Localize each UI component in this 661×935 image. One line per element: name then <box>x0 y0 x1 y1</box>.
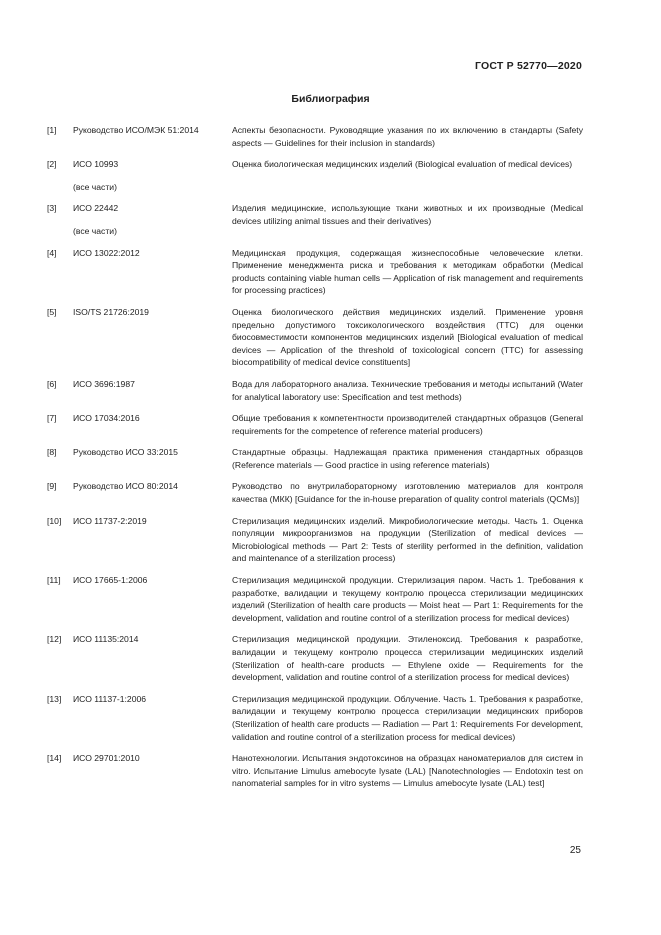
document-name: ИСО 17034:2016 <box>73 413 140 424</box>
entry-description: Общие требования к компетентности производителей стандартных образцов (General requirements for the competence of reference material producers) <box>232 413 583 436</box>
entry-number: [2] <box>47 159 57 170</box>
entry-number: [13] <box>47 693 62 704</box>
bibliography-list <box>47 124 583 799</box>
document-name: ИСО 11737-2:2019 <box>73 515 147 526</box>
document-name: ИСО 10993 <box>73 159 119 170</box>
entry-description: Оценка биологическая медицинских изделий (Biological evaluation of medical devices) <box>232 159 573 170</box>
page-title: Библиография <box>291 93 370 105</box>
entry-number: [10] <box>47 515 62 526</box>
document-name: ИСО 11135:2014 <box>73 634 139 645</box>
entry-document <box>73 247 232 297</box>
bibliography-entry <box>47 306 583 369</box>
entry-document <box>73 480 232 505</box>
entry-number: [12] <box>47 634 62 645</box>
entry-document <box>73 158 232 193</box>
entry-number: [11] <box>47 575 61 586</box>
bibliography-entry <box>47 693 583 743</box>
entry-document <box>73 124 232 149</box>
document-name: ИСО 11137-1:2006 <box>73 693 147 704</box>
bibliography-entry <box>47 202 583 237</box>
bibliography-entry <box>47 378 583 403</box>
entry-number: [7] <box>47 413 57 424</box>
bibliography-entry <box>47 752 583 790</box>
bibliography-entry <box>47 124 583 149</box>
document-name: ИСО 17665-1:2006 <box>73 575 148 586</box>
bibliography-entry <box>47 480 583 505</box>
document-note: (все части) <box>73 225 117 236</box>
entry-document <box>73 202 232 237</box>
entry-document <box>73 633 232 683</box>
document-name: ИСО 13022:2012 <box>73 247 140 258</box>
entry-number: [9] <box>47 481 57 492</box>
document-name: Руководство ИСО 33:2015 <box>73 447 178 458</box>
document-note: (все части) <box>73 181 117 192</box>
entry-description: Нанотехнологии. Испытания эндотоксинов на образцах наноматериалов для систем in vitro. Испытание Limulus amebocyte lysate (LAL) [Nanotechnologies — Endotoxin test on nanomaterial samples for in vitro systems — Limulus amebocyte lysate (LAL) test] <box>232 753 583 789</box>
entry-number: [14] <box>47 753 62 764</box>
entry-description: Стандартные образцы. Надлежащая практика применения стандартных образцов (Reference materials — Good practice in using reference materials) <box>232 447 583 470</box>
entry-document <box>73 574 232 624</box>
entry-description: Стерилизация медицинской продукции. Стерилизация паром. Часть 1. Требования к разработке, валидации и текущему контролю процесса стерилизации медицинских изделий (Sterilization of health care products — Moist heat — Part 1: Requirements for the development, validation and routine control of a sterilization process for medical devices) <box>232 575 583 623</box>
entry-description: Вода для лабораторного анализа. Технические требования и методы испытаний (Water for analytical laboratory use: Specification and test methods) <box>232 378 583 402</box>
bibliography-entry <box>47 158 583 193</box>
bibliography-entry <box>47 446 583 471</box>
entry-document <box>73 378 232 403</box>
entry-document <box>73 515 232 565</box>
entry-description: Оценка биологического действия медицинских изделий. Применение уровня предельно допустимого токсикологического воздействия (TTC) для оценки биосовместимости компонентов медицинских изделий [Biological evaluation of medical devices — Application of the threshold of toxicological concern (TTC) for assessing biocompatibility of medical device constituents] <box>232 306 583 368</box>
entry-number: [1] <box>47 125 57 135</box>
entry-number: [6] <box>47 378 57 389</box>
bibliography-entry <box>47 247 583 297</box>
entry-description: Стерилизация медицинских изделий. Микробиологические методы. Часть 1. Оценка популяции микроорганизмов на продукции (Sterilization of medical devices — Microbiological methods — Part 2: Tests of sterility performed in the definition, validation and maintenance of a sterilization process) <box>232 515 583 564</box>
bibliography-entry <box>47 515 583 565</box>
entry-number: [8] <box>47 447 57 458</box>
document-name: ISO/TS 21726:2019 <box>73 306 149 317</box>
entry-description: Аспекты безопасности. Руководящие указания по их включению в стандарты (Safety aspects — Guidelines for their inclusion in standards) <box>232 125 583 148</box>
document-name: ИСО 29701:2010 <box>73 753 140 764</box>
bibliography-entry <box>47 633 583 683</box>
bibliography-entry <box>47 574 583 624</box>
standard-code: ГОСТ Р 52770—2020 <box>474 60 582 72</box>
bibliography-entry <box>47 412 583 437</box>
entry-description: Руководство по внутрилабораторному изготовлению материалов для контроля качества (МКК) [Guidance for the in-house preparation of quality control materials (QCMs)] <box>232 481 583 505</box>
entry-description: Изделия медицинские, использующие ткани животных и их производные (Medical devices utilizing animal tissues and their derivatives) <box>232 203 583 226</box>
document-name: ИСО 22442 <box>73 203 119 214</box>
document-name: ИСО 3696:1987 <box>73 378 135 389</box>
entry-document <box>73 446 232 471</box>
document-name: Руководство ИСО 80:2014 <box>73 481 178 492</box>
entry-number: [3] <box>47 203 57 214</box>
entry-document <box>73 412 232 437</box>
entry-description: Стерилизация медицинской продукции. Этиленоксид. Требования к разработке, валидации и текущему контролю процесса стерилизации медицинских изделий (Sterilization of health-care products — Ethylene oxide — Requirements for the development, validation and routine control of a sterilization process for medical devices) <box>232 634 583 683</box>
document-name: Руководство ИСО/МЭК 51:2014 <box>73 125 199 135</box>
entry-document <box>73 752 232 790</box>
entry-document <box>73 306 232 369</box>
page-number: 25 <box>569 845 581 856</box>
entry-description: Медицинская продукция, содержащая жизнеспособные человеческие клетки. Применение менеджмента риска и требования к методикам обработки (Medical products containing viable human cells — Application of risk management and requirements for processing practices) <box>232 247 583 296</box>
entry-description: Стерилизация медицинской продукции. Облучение. Часть 1. Требования к разработке, валидации и текущему контролю процесса стерилизации медицинских приборов (Sterilization of health care products — Radiation — Part 1: Requirements For development, validation and routine control of a sterilization process for medical devices) <box>232 693 583 742</box>
entry-number: [5] <box>47 306 57 317</box>
entry-document <box>73 693 232 743</box>
entry-number: [4] <box>47 247 57 258</box>
